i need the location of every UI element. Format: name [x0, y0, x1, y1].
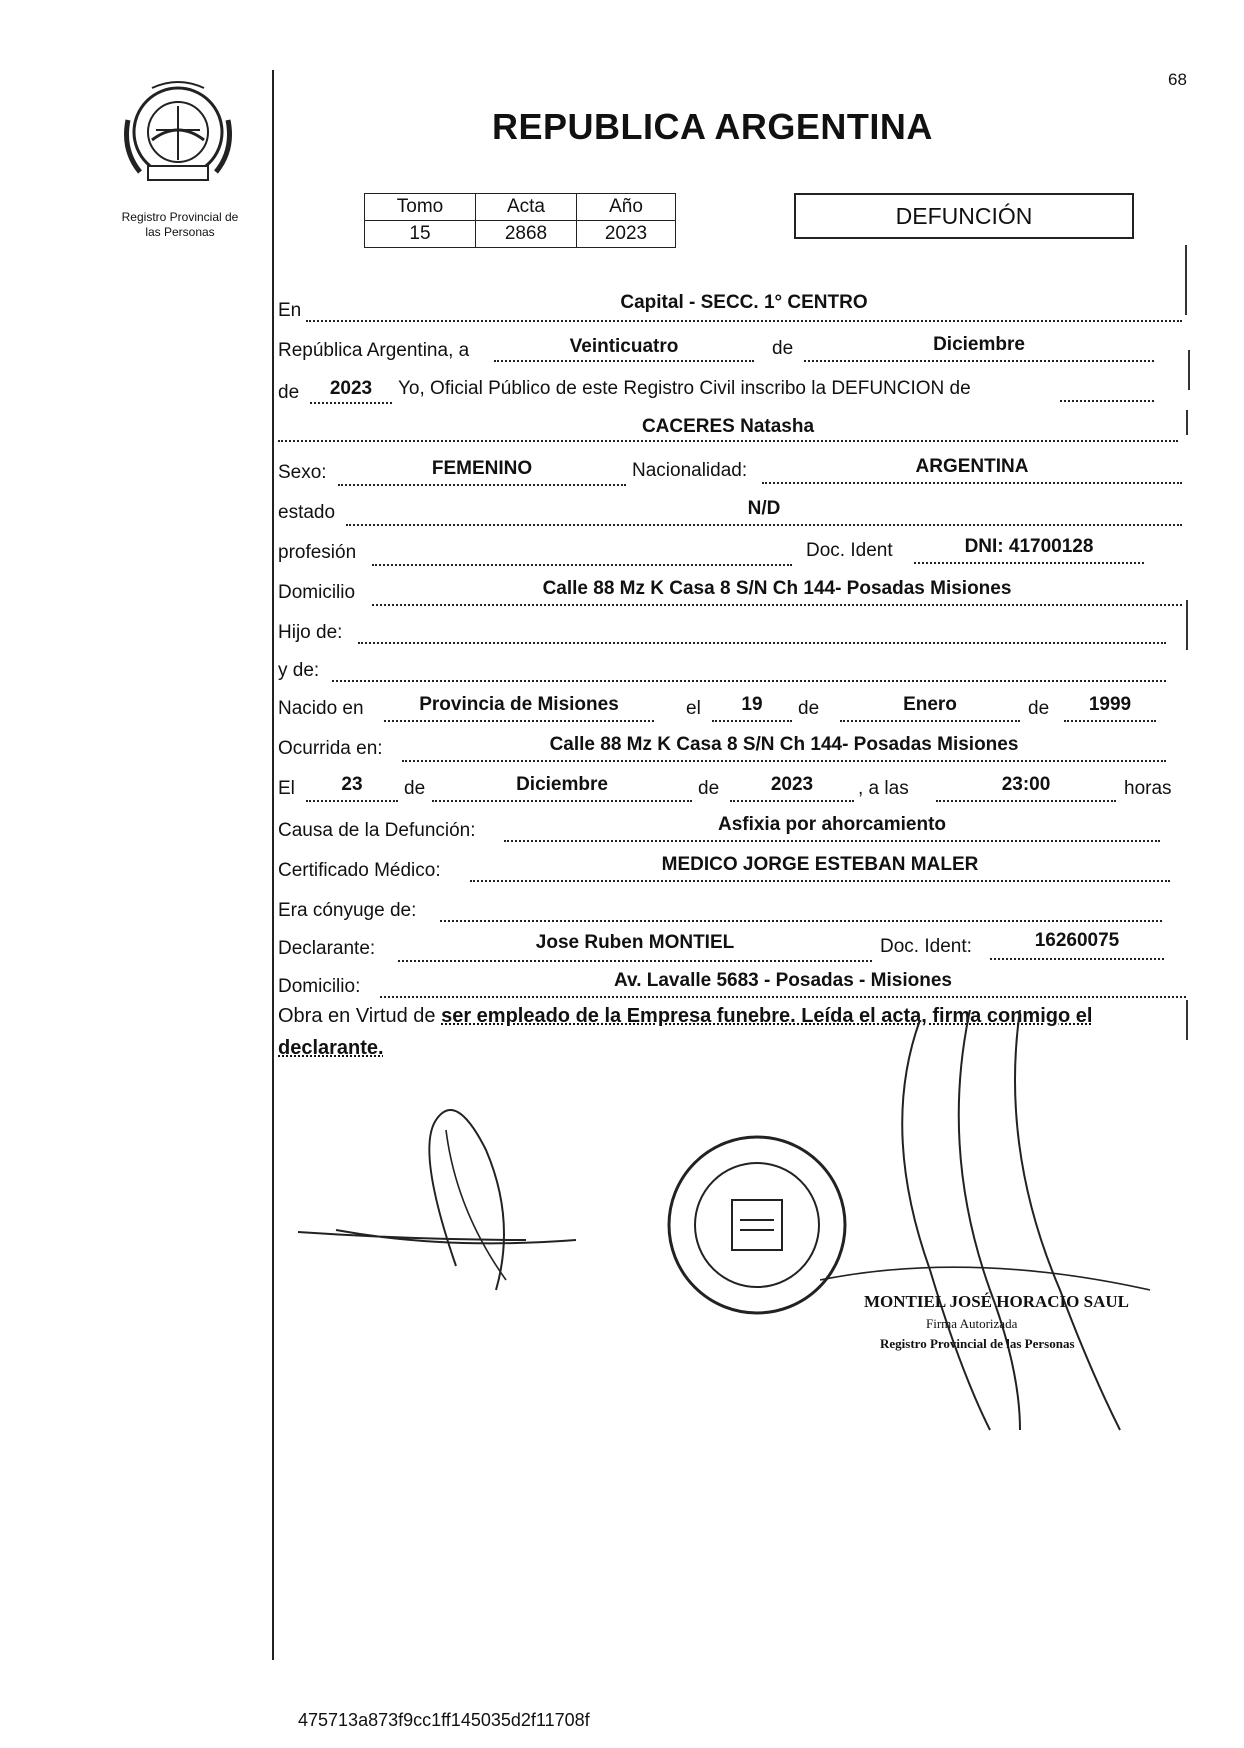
death-day: 23	[341, 774, 363, 795]
year: 2023	[329, 378, 373, 399]
month: Diciembre	[933, 334, 1025, 355]
en-label: En	[278, 300, 302, 321]
domicilio-value: Calle 88 Mz K Casa 8 S/N Ch 144- Posadas Misiones	[542, 578, 1012, 599]
dotted-line	[278, 440, 1178, 442]
conyuge-label: Era cónyuge de:	[278, 900, 417, 921]
el-label: el	[686, 698, 701, 719]
estado-label: estado	[278, 502, 336, 523]
dotted-line	[306, 320, 1182, 322]
dotted-line	[346, 524, 1182, 526]
dotted-line	[338, 484, 626, 486]
left-margin-line	[272, 70, 274, 1660]
deceased-name: CACERES Natasha	[641, 416, 815, 437]
right-margin-mark	[1186, 600, 1188, 650]
page-title: REPUBLICA ARGENTINA	[492, 106, 933, 147]
dotted-line	[398, 960, 872, 962]
doc-ident-label: Doc. Ident	[806, 540, 893, 561]
obra-value: ser empleado de la Empresa funebre. Leída el acta, firma conmigo el declarante.	[278, 1005, 1093, 1059]
official-title: Firma Autorizada	[926, 1316, 1018, 1331]
causa-label: Causa de la Defunción:	[278, 820, 476, 841]
dotted-line	[494, 360, 754, 362]
official-signature	[820, 1010, 1180, 1450]
decl-doc-label: Doc. Ident:	[880, 936, 972, 957]
certificado-value: MEDICO JORGE ESTEBAN MALER	[661, 854, 979, 875]
dotted-line	[380, 996, 1186, 998]
obra-label: Obra en Virtud de	[278, 1005, 436, 1027]
sexo-label: Sexo:	[278, 462, 327, 483]
declarante-label: Declarante:	[278, 938, 376, 959]
page-number: 68	[1168, 70, 1187, 89]
decl-domicilio-value: Av. Lavalle 5683 - Posadas - Misiones	[614, 970, 952, 991]
dotted-line	[504, 840, 1160, 842]
dotted-line	[1064, 720, 1156, 722]
nacido-anio: 1999	[1088, 694, 1132, 715]
republica-label: República Argentina, a	[278, 340, 470, 361]
death-year: 2023	[770, 774, 814, 795]
dotted-line	[440, 920, 1162, 922]
alas-label: , a las	[858, 778, 909, 799]
official-name: MONTIEL JOSÉ HORACIO SAUL	[864, 1292, 1129, 1311]
de-label-3: de	[798, 698, 820, 719]
dotted-line	[306, 800, 398, 802]
hijo-label: Hijo de:	[278, 622, 343, 643]
inscribe-text: Yo, Oficial Público de este Registro Civil inscribo la DEFUNCION de	[398, 378, 971, 399]
nacido-lugar: Provincia de Misiones	[419, 694, 619, 715]
death-time: 23:00	[1001, 774, 1051, 795]
dotted-line	[372, 604, 1182, 606]
registry-label-line1: Registro Provincial de	[121, 210, 239, 224]
right-margin-mark	[1186, 410, 1188, 435]
dotted-line	[804, 360, 1154, 362]
yde-label: y de:	[278, 660, 320, 681]
dotted-line	[402, 760, 1166, 762]
de-label: de	[772, 338, 794, 359]
acta-value: 2868	[476, 221, 577, 248]
decl-domicilio-label: Domicilio:	[278, 976, 361, 997]
dotted-line	[762, 482, 1182, 484]
document-hash: 475713a873f9cc1ff145035d2f11708f	[298, 1710, 590, 1730]
registry-label-line2: las Personas	[145, 225, 215, 239]
estado-value: N/D	[747, 498, 781, 519]
dotted-line	[1060, 400, 1154, 402]
ocurrida-label: Ocurrida en:	[278, 738, 383, 759]
ano-header: Año	[577, 194, 676, 221]
dotted-line	[332, 680, 1166, 682]
domicilio-label: Domicilio	[278, 582, 356, 603]
dotted-line	[990, 958, 1164, 960]
acta-header: Acta	[476, 194, 577, 221]
dotted-line	[310, 402, 392, 404]
sexo-value: FEMENINO	[431, 458, 533, 479]
dotted-line	[470, 880, 1170, 882]
death-month: Diciembre	[516, 774, 608, 795]
profesion-label: profesión	[278, 542, 357, 563]
record-type-box	[794, 193, 1134, 239]
ano-value: 2023	[577, 221, 676, 248]
declarante-value: Jose Ruben MONTIEL	[535, 932, 735, 953]
dotted-line	[730, 800, 854, 802]
record-type: DEFUNCIÓN	[895, 202, 1033, 229]
declarant-signature	[296, 1090, 596, 1300]
decl-doc-value: 16260075	[1034, 930, 1120, 951]
right-margin-mark	[1186, 1000, 1188, 1040]
day-words: Veinticuatro	[569, 336, 679, 357]
right-margin-mark	[1185, 245, 1187, 315]
dotted-line	[384, 720, 654, 722]
de-label-2: de	[278, 382, 300, 403]
tomo-header: Tomo	[365, 194, 476, 221]
nacionalidad-value: ARGENTINA	[915, 456, 1029, 477]
de-label-6: de	[698, 778, 720, 799]
official-org: Registro Provincial de las Personas	[880, 1336, 1075, 1351]
tomo-value: 15	[365, 221, 476, 248]
nacido-label: Nacido en	[278, 698, 364, 719]
dotted-line	[358, 642, 1166, 644]
el-label-2: El	[278, 778, 295, 799]
en-value: Capital - SECC. 1° CENTRO	[620, 292, 868, 313]
dotted-line	[432, 800, 692, 802]
nacionalidad-label: Nacionalidad:	[632, 460, 748, 481]
dotted-line	[712, 720, 792, 722]
dotted-line	[840, 720, 1020, 722]
province-seal-icon	[118, 80, 238, 190]
registry-label	[100, 210, 260, 240]
ocurrida-value: Calle 88 Mz K Casa 8 S/N Ch 144- Posadas Misiones	[549, 734, 1019, 755]
de-label-4: de	[1028, 698, 1050, 719]
dotted-line	[372, 564, 792, 566]
nacido-mes: Enero	[903, 694, 957, 715]
tomo-acta-ano-table	[364, 193, 676, 248]
causa-value: Asfixia por ahorcamiento	[717, 814, 947, 835]
certificado-label: Certificado Médico:	[278, 860, 441, 881]
right-margin-mark	[1188, 350, 1190, 390]
dotted-line	[914, 562, 1144, 564]
dotted-line	[936, 800, 1116, 802]
de-label-5: de	[404, 778, 426, 799]
nacido-dia: 19	[741, 694, 763, 715]
horas-label: horas	[1124, 778, 1172, 799]
registry-round-stamp	[662, 1130, 852, 1320]
doc-ident-value: DNI: 41700128	[964, 536, 1094, 557]
